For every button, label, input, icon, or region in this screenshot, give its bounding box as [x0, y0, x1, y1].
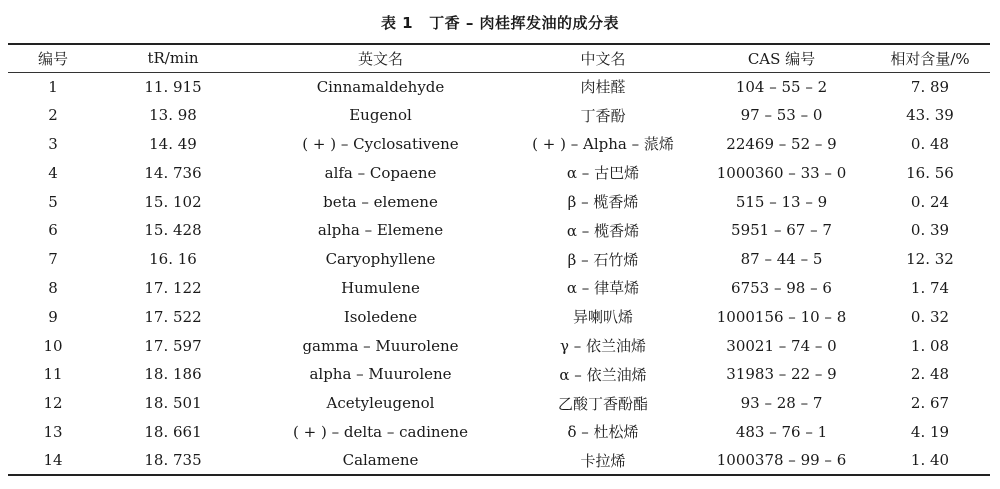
- cell-chinese-name: ( + ) – Alpha – 蒎烯: [532, 135, 674, 154]
- table-row: [8, 360, 990, 389]
- cell-english-name: Humulene: [341, 278, 420, 297]
- cell-chinese-name: α – 古巴烯: [566, 164, 640, 183]
- cell-english-name: gamma – Muurolene: [302, 336, 459, 355]
- table-row: [8, 331, 990, 360]
- cell-english-name: ( + ) – Cyclosativene: [302, 134, 459, 153]
- cell-english-name: alpha – Elemene: [317, 221, 444, 240]
- cell-relative-content: 0. 48: [910, 134, 950, 153]
- cell-number: 9: [48, 307, 58, 326]
- cell-cas-number: 93 – 28 – 7: [740, 394, 823, 413]
- cell-cas-number: 30021 – 74 – 0: [726, 336, 837, 355]
- table-row: [8, 158, 990, 187]
- cell-retention-time: 18. 501: [144, 394, 202, 413]
- cell-number: 5: [48, 192, 58, 211]
- table-caption: [0, 12, 1000, 33]
- table-row: [8, 187, 990, 216]
- cell-number: 10: [43, 336, 63, 355]
- cell-retention-time: 13. 98: [149, 106, 197, 125]
- cell-cas-number: 87 – 44 – 5: [740, 250, 823, 269]
- table-row: [8, 72, 990, 101]
- cell-retention-time: 14. 736: [144, 163, 202, 182]
- cell-chinese-name: 卡拉烯: [513, 446, 693, 475]
- cell-cas-number: 6753 – 98 – 6: [731, 278, 832, 297]
- cell-retention-time: 11. 915: [144, 77, 202, 96]
- table-row: [8, 101, 990, 130]
- table-row: [8, 446, 990, 475]
- cell-cas-number: 5951 – 67 – 7: [731, 221, 832, 240]
- cell-retention-time: 18. 661: [144, 422, 202, 441]
- cell-cas-number: 22469 – 52 – 9: [726, 134, 837, 153]
- cell-relative-content: 1. 08: [910, 336, 950, 355]
- table-row: [8, 418, 990, 447]
- header-number: 编号: [8, 44, 98, 72]
- cell-retention-time: 18. 186: [144, 365, 202, 384]
- cell-relative-content: 1. 74: [910, 278, 950, 297]
- cell-chinese-name: 丁香酚: [580, 106, 626, 125]
- cell-relative-content: 2. 67: [910, 394, 950, 413]
- header-retention-time: tR/min: [98, 44, 248, 72]
- cell-number: 2: [48, 106, 58, 125]
- cell-english-name: ( + ) – delta – cadinene: [293, 422, 468, 441]
- cell-retention-time: 15. 428: [144, 221, 202, 240]
- cell-number: 14: [8, 446, 98, 475]
- header-cas-number: CAS 编号: [693, 44, 870, 72]
- cell-english-name: Calamene: [248, 446, 513, 475]
- cell-cas-number: 1000378 – 99 – 6: [693, 446, 870, 475]
- cell-relative-content: 12. 32: [906, 250, 954, 269]
- cell-english-name: Acetyleugenol: [326, 394, 435, 413]
- cell-number: 11: [43, 365, 63, 384]
- cell-retention-time: 17. 522: [144, 307, 202, 326]
- cell-retention-time: 14. 49: [149, 134, 197, 153]
- cell-relative-content: 0. 32: [910, 307, 950, 326]
- cell-number: 8: [48, 278, 58, 297]
- cell-relative-content: 4. 19: [910, 422, 950, 441]
- cell-retention-time: 16. 16: [149, 250, 197, 269]
- header-english-name: 英文名: [248, 44, 513, 72]
- cell-retention-time: 17. 122: [144, 278, 202, 297]
- cell-relative-content: 0. 24: [910, 192, 950, 211]
- cell-relative-content: 16. 56: [906, 163, 954, 182]
- table-row: [8, 130, 990, 159]
- cell-chinese-name: 乙酸丁香酚酯: [557, 394, 648, 413]
- cell-chinese-name: 肉桂醛: [580, 78, 626, 97]
- composition-table: [8, 43, 990, 476]
- cell-retention-time: 18. 735: [98, 446, 248, 475]
- cell-number: 3: [48, 134, 58, 153]
- cell-english-name: Cinnamaldehyde: [316, 77, 445, 96]
- cell-cas-number: 483 – 76 – 1: [735, 422, 828, 441]
- table-header-row: [8, 44, 990, 72]
- cell-retention-time: 17. 597: [144, 336, 202, 355]
- cell-chinese-name: γ – 依兰油烯: [559, 337, 646, 356]
- cell-number: 13: [43, 422, 63, 441]
- cell-relative-content: 1. 40: [870, 446, 990, 475]
- cell-english-name: Caryophyllene: [325, 250, 436, 269]
- cell-chinese-name: β – 石竹烯: [567, 250, 639, 269]
- cell-cas-number: 104 – 55 – 2: [735, 77, 828, 96]
- cell-chinese-name: α – 榄香烯: [566, 221, 640, 240]
- cell-number: 6: [48, 221, 58, 240]
- cell-chinese-name: 异喇叭烯: [572, 308, 633, 327]
- cell-number: 7: [48, 250, 58, 269]
- cell-chinese-name: α – 依兰油烯: [559, 365, 647, 384]
- cell-english-name: beta – elemene: [323, 192, 438, 211]
- cell-cas-number: 97 – 53 – 0: [740, 106, 823, 125]
- table-row: [8, 389, 990, 418]
- cell-english-name: Eugenol: [349, 106, 412, 125]
- table-number: 表 1: [380, 14, 414, 32]
- table-row: [8, 245, 990, 274]
- cell-chinese-name: δ – 杜松烯: [567, 423, 639, 442]
- cell-cas-number: 1000156 – 10 – 8: [716, 307, 847, 326]
- cell-retention-time: 15. 102: [144, 192, 202, 211]
- cell-relative-content: 7. 89: [910, 77, 950, 96]
- cell-english-name: alfa – Copaene: [324, 163, 437, 182]
- cell-number: 12: [43, 394, 63, 413]
- cell-chinese-name: β – 榄香烯: [567, 193, 639, 212]
- table-row: [8, 216, 990, 245]
- table-row: [8, 302, 990, 331]
- cell-english-name: Isoledene: [343, 307, 418, 326]
- header-relative-content: 相对含量/%: [870, 44, 990, 72]
- cell-cas-number: 515 – 13 – 9: [735, 192, 828, 211]
- cell-english-name: alpha – Muurolene: [309, 365, 452, 384]
- cell-chinese-name: α – 律草烯: [566, 279, 640, 298]
- cell-cas-number: 31983 – 22 – 9: [726, 365, 837, 384]
- cell-cas-number: 1000360 – 33 – 0: [716, 163, 847, 182]
- cell-relative-content: 43. 39: [906, 106, 954, 125]
- table-row: [8, 274, 990, 303]
- cell-relative-content: 0. 39: [910, 221, 950, 240]
- cell-number: 4: [48, 163, 58, 182]
- cell-number: 1: [48, 77, 58, 96]
- cell-relative-content: 2. 48: [910, 365, 950, 384]
- header-chinese-name: 中文名: [513, 44, 693, 72]
- table-title: 丁香 – 肉桂挥发油的成分表: [429, 14, 620, 32]
